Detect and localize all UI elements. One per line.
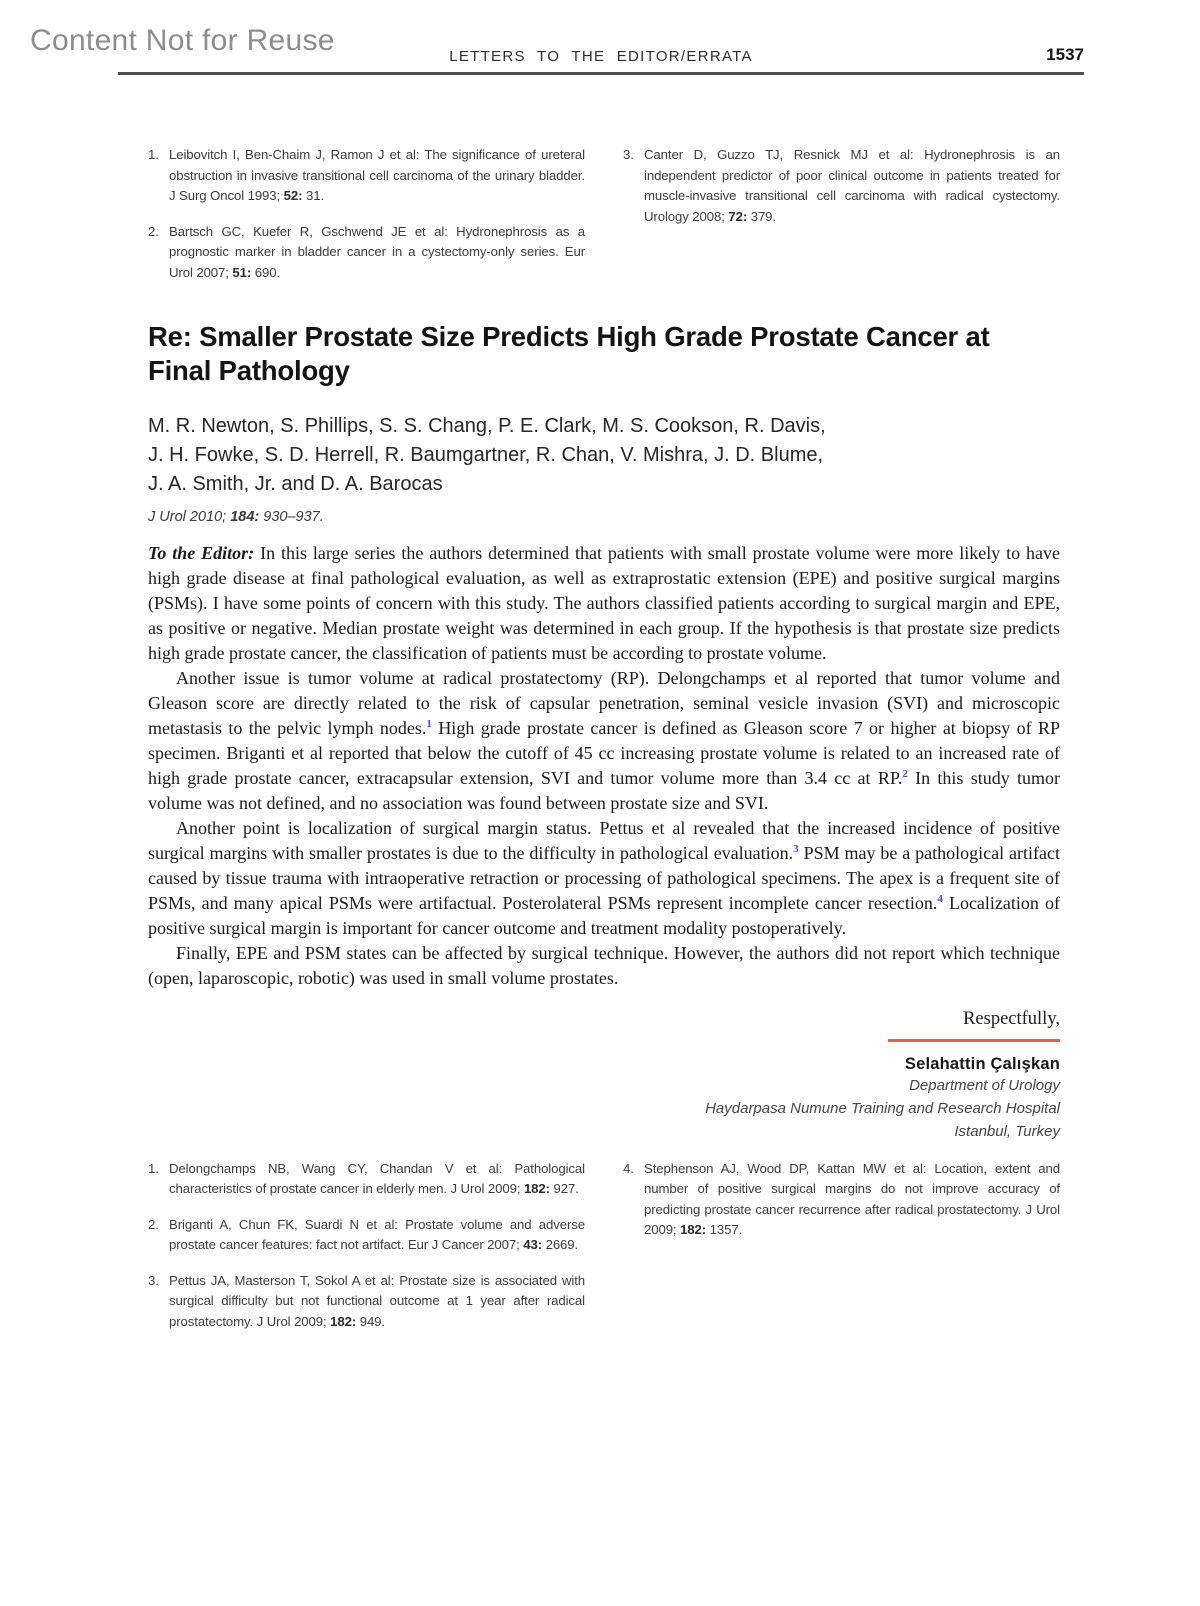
- reference-text: [169, 1215, 585, 1256]
- author-line: J. H. Fowke, S. D. Herrell, R. Baumgartner, R. Chan, V. Mishra, J. D. Blume,: [148, 444, 824, 466]
- page-number: 1537: [1046, 45, 1084, 64]
- paragraph-tumor-volume: [148, 666, 1060, 816]
- reference-text-segment: Stephenson AJ, Wood DP, Kattan MW et al: Location, extent and number of positive surgical margins do not improve accuracy of predicting prostate cancer recurrence after radical prostatectomy. J Urol 2009;: [644, 1160, 1060, 1237]
- reference-text-segment: Pettus JA, Masterson T, Sokol A et al: Prostate size is associated with surgical difficulty but not functional outcome at 1 year after radical prostatectomy. J Urol 2009;: [169, 1272, 585, 1329]
- reference-text: [169, 1271, 585, 1333]
- paragraph-text: Another issue is tumor volume at radical prostatectomy (RP). Delongchamps et al reported that tumor volume and Gleason score are directly related to the risk of capsular penetration, seminal vesicle invasion (SVI) and microscopic metastasis to the pelvic lymph nodes.: [148, 668, 1060, 738]
- reference-item: [148, 145, 585, 207]
- paragraph-text: Another point is localization of surgical margin status. Pettus et al revealed that the increased incidence of positive surgical margins with smaller prostates is due to the difficulty in pathological evaluation.: [148, 818, 1060, 863]
- author-list: [148, 412, 1060, 499]
- reference-number: 3.: [623, 147, 634, 162]
- watermark-text: Content Not for Reuse: [30, 24, 335, 57]
- citation-superscript-2: 2: [902, 768, 908, 780]
- signature-name: Selahattin Çalışkan: [904, 1054, 1060, 1073]
- signature-rule: [888, 1039, 1060, 1042]
- reference-text: [644, 1159, 1060, 1241]
- paragraph-text: PSM may be a pathological artifact caused by tissue trauma with intraoperative retraction or processing of pathological specimens. The apex is a frequent site of PSMs, and many apical PSMs were artifactual. Posterolateral PSMs represent incomplete cancer resection.: [148, 843, 1060, 913]
- paragraph-text: High grade prostate cancer is defined as Gleason score 7 or higher at biopsy of RP specimen. Briganti et al reported that below the cutoff of 45 cc increasing prostate volume is related to an increased rate of high grade prostate cancer, extracapsular extension, SVI and tumor volume more than 3.4 cc at RP.: [148, 718, 1060, 788]
- reference-volume: 51:: [232, 264, 252, 280]
- reference-number: 4.: [623, 1160, 634, 1176]
- reference-text-segment: 1357.: [706, 1222, 743, 1237]
- reference-item: [148, 222, 585, 284]
- top-reference-column-right: [623, 145, 1060, 298]
- reference-text: [644, 145, 1060, 227]
- reference-volume: 43:: [523, 1237, 543, 1252]
- reference-text: [169, 145, 585, 207]
- citation-segment: J Urol 2010;: [148, 509, 231, 525]
- reference-number: 2.: [148, 223, 159, 239]
- reference-text-segment: 927.: [549, 1181, 579, 1196]
- bottom-reference-column-left: [148, 1159, 585, 1348]
- reference-text-segment: Briganti A, Chun FK, Suardi N et al: Prostate volume and adverse prostate cancer features: fact not artifact. Eur J Cancer 2007;: [169, 1216, 585, 1252]
- bottom-reference-column-right: [623, 1159, 1060, 1348]
- bottom-reference-list: [148, 1159, 1060, 1348]
- reference-item: [148, 1271, 585, 1333]
- closing-salutation: Respectfully,: [963, 1009, 1060, 1029]
- reference-text-segment: 31.: [302, 188, 325, 203]
- reference-text-segment: 2669.: [542, 1237, 579, 1252]
- running-head: LETTERS TO THE EDITOR/ERRATA: [449, 48, 753, 65]
- reference-text-segment: 379.: [747, 208, 776, 224]
- reference-volume: 182:: [523, 1181, 550, 1196]
- reference-text: [169, 222, 585, 284]
- paragraph-text: Localization of positive surgical margin is important for cancer outcome and treatment modality postoperatively.: [148, 893, 1060, 938]
- paragraph-margin-localization: [148, 816, 1060, 941]
- top-reference-column-left: [148, 145, 585, 298]
- reference-volume: 182:: [680, 1222, 707, 1237]
- citation-superscript-1: 1: [426, 718, 432, 730]
- reference-item: [623, 145, 1060, 227]
- reference-number: 3.: [148, 1272, 159, 1288]
- paragraph-text: In this study tumor volume was not defined, and no association was found between prostate size and SVI.: [148, 768, 1060, 813]
- article-title: Re: Smaller Prostate Size Predicts High Grade Prostate Cancer at Final Pathology: [148, 321, 990, 386]
- reference-number: 1.: [148, 1160, 159, 1176]
- reference-volume: 182:: [330, 1313, 357, 1329]
- author-line: J. A. Smith, Jr. and D. A. Barocas: [148, 473, 443, 495]
- author-line: M. R. Newton, S. Phillips, S. S. Chang, P. E. Clark, M. S. Cookson, R. Davis,: [148, 415, 826, 437]
- reference-text-segment: 690.: [251, 264, 281, 280]
- salutation: To the Editor:: [148, 543, 255, 563]
- paragraph-text: In this large series the authors determined that patients with small prostate volume were more likely to have high grade disease at final pathological evaluation, as well as extraprostatic extension (EPE) and positive surgical margins (PSMs). I have some points of concern with this study. The authors classified patients according to surgical margin and EPE, as positive or negative. Median prostate weight was determined in each group. If the hypothesis is that prostate size predicts high grade prostate cancer, the classification of patients must be according to prostate volume.: [148, 543, 1060, 663]
- reference-text-segment: Canter D, Guzzo TJ, Resnick MJ et al: Hydronephrosis is an independent predictor of poor clinical outcome in patients treated for muscle-invasive transitional cell carcinoma with radical cystectomy. Urology 2008;: [644, 147, 1060, 224]
- letter-body: [148, 541, 1060, 991]
- reference-item: [148, 1159, 585, 1200]
- reference-number: 2.: [148, 1216, 159, 1232]
- reference-text-segment: 949.: [356, 1313, 385, 1329]
- paragraph-intro: [148, 541, 1060, 666]
- paragraph-surgical-technique: Finally, EPE and PSM states can be affected by surgical technique. However, the authors did not report which technique (open, laparoscopic, robotic) was used in small volume prostates.: [148, 943, 1060, 988]
- citation-superscript-3: 3: [793, 843, 799, 855]
- signature-hospital: Haydarpasa Numune Training and Research Hospital: [705, 1099, 1060, 1117]
- signature-department: Department of Urology: [909, 1076, 1060, 1094]
- reference-number: 1.: [148, 147, 159, 162]
- reference-text: [169, 1159, 585, 1200]
- reference-volume: 72:: [728, 208, 748, 224]
- citation-volume: 184:: [230, 509, 260, 525]
- source-citation: [148, 509, 1060, 525]
- citation-superscript-4: 4: [937, 893, 943, 905]
- citation-segment: 930–937.: [259, 509, 324, 525]
- reference-text-segment: Leibovitch I, Ben-Chaim J, Ramon J et al: The significance of ureteral obstruction in invasive transitional cell carcinoma of the urinary bladder. J Surg Oncol 1993;: [169, 147, 585, 203]
- reference-item: [148, 1215, 585, 1256]
- reference-text-segment: Delongchamps NB, Wang CY, Chandan V et al: Pathological characteristics of prostate cancer in elderly men. J Urol 2009;: [169, 1160, 585, 1196]
- reference-item: [623, 1159, 1060, 1241]
- signature-location: Istanbul, Turkey: [954, 1122, 1060, 1140]
- top-reference-list: [148, 145, 1060, 298]
- reference-text-segment: Bartsch GC, Kuefer R, Gschwend JE et al: Hydronephrosis as a prognostic marker in bladder cancer in a cystectomy-only series. Eur Urol 2007;: [169, 223, 585, 280]
- page-content: [148, 0, 1060, 1347]
- reference-volume: 52:: [283, 188, 303, 203]
